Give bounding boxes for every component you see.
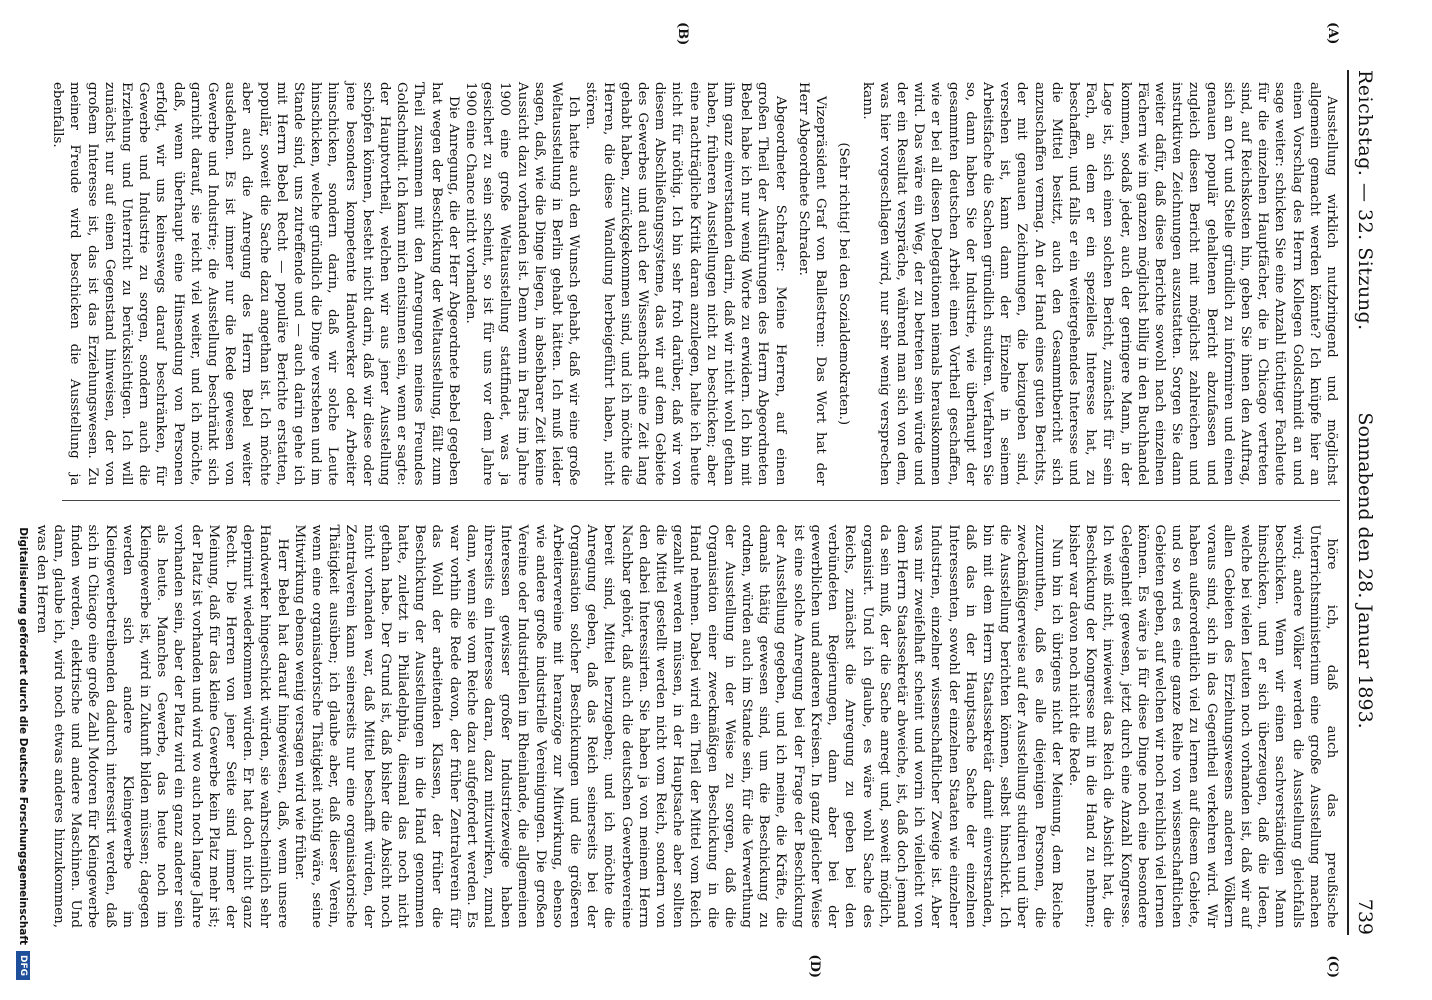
header-right — [1354, 412, 1376, 935]
paragraph: Die Anregung, die der Herr Abgeordnete Bebel gegeben hat wegen der Beschickung der Weltausstellung, fällt zum Theil zusammen mit den Anregungen meines Freundes Goldschmidt. Ich kann mich entsinnen sein, wenn er sagte: der Hauptvortheil, welchen wir aus jener Ausstellung schöpfen können, besteht nicht darin, daß wir diese oder jene besonders kompetente Handwerker oder Arbeiter hinschicken, sondern darin, daß wir solche Leute hinschicken, welche gründlich die Dinge verstehen und im Stande sind, uns zutreffende und — auch darin gehe ich mit Herrn Bebel Recht — populäre Berichte erstatten, populär, soweit die Sache dazu angethan ist. Ich möchte aber auch die Anregung des Herrn Bebel weiter ausdehnen. Es ist immer nur die Rede gewesen von Gewerbe und Industrie; die Ausstellung beschränkt sich garnicht darauf, sie reicht viel weiter, und ich möchte, daß, wenn überhaupt eine Hinsendung von Personen erfolgt, wir uns keineswegs darauf beschränken, für Gewerbe und Industrie zu sorgen, sondern auch die Erziehung und Unterricht zu berücksichtigen. Ich will zunächst nur auf einen Gegenstand hinweisen, der von großem Interesse ist, das ist das Erziehungswesen. Zu meiner Freude wird beschicken die Ausstellung ja ebenfalls. — [50, 82, 461, 486]
margin-marker-a: (A) — [1325, 22, 1340, 45]
column-left — [50, 58, 1340, 500]
paragraph: Nun bin ich übrigens nicht der Meinung, dem Reiche zuzumuthen, daß es alle diejenigen Personen, die zweckmäßigerweise auf der Ausstellung studiren und über die Ausstellung berichten können, selbst hinschickt. Ich bin mit dem Herrn Staatssekretär damit einverstanden, daß das in der Hauptsache Sache der einzelnen Interessenten, sowohl der einzelnen Staaten wie einzelner Industrien, einzelner wissenschaftlicher Zweige ist. Aber was mir zweifelhaft scheint und worin ich vielleicht von dem Herrn Staatssekretär abweiche, ist, daß doch jemand da sein muß, der die Sache anregt und, soweit möglich, organisirt. Und ich glaube, es wäre wohl Sache des Reichs, zunächst die Anregung zu geben bei den verbündeten Regierungen, dann aber bei der gewerblichen und anderen Kreisen. In ganz gleicher Weise ist eine solche Anregung bei der Frage der Beschickung der Ausstellung gegeben, und ich meine, die Kräfte, die damals thätig gewesen sind, um die Beschickung zu ordnen, würden auch im Stande sein, für die Verwerthung der Ausstellung in der Weise zu sorgen, daß die Organisation einer zweckmäßigen Beschickung in die Hand nehmen. Dabei wird ein Theil der Mittel vom Reich gezahlt werden müssen, in der Hauptsache aber sollten die Mittel gestellt werden nicht vom Reich, sondern von den dabei Interessirten. Sie haben ja von meinem Herrn Nachbar gehört, daß auch die deutschen Gewerbevereine bereit sind, Mittel herzugeben; und ich möchte die Anregung geben, daß das Reich seinerseits bei der Organisation solcher Beschickungen und die größeren Arbeitervereine mit heranzöge zur Mitwirkung, ebenso wie andere große industrielle Vereinigungen. Die großen Vereine oder Industriellen im Rheinlande, die allgemeinen Interessen gewisser großer Industriezweige haben ihrerseits ein Interesse daran, dazu mitzuwirken, zumal dann, wenn sie vom Reiche dazu aufgefordert werden. Es war vorhin die Rede davon, der früher Zentralverein für das Wohl der arbeitenden Klassen, der früher die Beschickung der Ausstellungen in die Hand genommen hatte, zuletzt in Philadelphia, diesmal das noch nicht gethan habe. Der Grund ist, daß bisher die Absicht noch nicht vorhanden war, daß Mittel beschafft würden, der Zentralverein kann seinerseits nur eine organisatorische Thätigkeit ausüben; ich glaube aber, daß dieser Verein, wenn eine organisatorische Thätigkeit nöthig wäre, seine Mitwirkung ebenso wenig versagen wird wie früher. — [291, 524, 1064, 928]
paragraph: höre ich, daß auch das preußische Unterrichtsministerium eine große Ausstellung machen wird; andere Völker werden die Ausstellung gleichfalls beschicken. Wenn wir einen sachverständigen Mann hinschicken, und er sich überzeugen, daß die Ideen, welche bei vielen Leuten noch vorhanden ist, daß wir auf allen Gebieten des Erziehungswesens anderen Völkern voraus sind, sich in das Gegentheil verkehren wird. Wir haben außerordentlich viel zu lernen auf diesem Gebiete, und so wird es eine ganze Reihe von wissenschaftlichen Gebieten geben, auf welchen wir noch reichlich viel lernen können. Es wäre ja für diese Dinge noch eine besondere Gelegenheit gewesen, jetzt durch eine Anzahl Kongresse. Ich weiß nicht, inwieweit das Reich die Absicht hat, die Beschickung der Kongresse mit in die Hand zu nehmen; bisher war davon noch nicht die Rede. — [1065, 524, 1339, 928]
header-date: Sonnabend den 28. Januar 1893. — [1354, 412, 1376, 729]
digitization-credit — [16, 460, 30, 1000]
text-columns — [33, 58, 1340, 942]
margin-marker-b: (B) — [675, 22, 690, 46]
paragraph: Herr Bebel hat darauf hingewiesen, daß, wenn unsere Handwerker hingeschickt würden, sie wahrscheinlich sehr deprimirt wiederkommen würden. Er hat doch nicht ganz Recht. Die Herren von jener Seite sind immer der Meinung, daß für das kleine Gewerbe kein Platz mehr ist; der Platz ist vorhanden und wird wo auch noch lange Jahre vorhanden sein, aber der Platz wird ein ganz anderer sein als heute. Manches Gewerbe, das heute noch im Kleingewerbe ist, wird in Zukunft bilden müssen; dagegen werden sich andere Kleingewerbe im Kleingewerbetreibenden dadurch interessirt werden, daß sich in Chicago eine große Zahl Motoren für Kleingewerbe finden werden, elektrische und andere Maschinen. Und dann, glaube ich, wird noch etwas anderes hinzukommen, was den Herren — [33, 524, 290, 928]
paragraph-speaker: Vizepräsident Graf von Ballestrem: Das Wort hat der Herr Abgeordnete Schrader. — [795, 82, 829, 486]
paragraph-speaker: Abgeordneter Schrader: Meine Herren, auf einen großen Theil der Ausführungen des Herrn Abgeordneten Bebel habe ich nur wenig Worte zu erwidern. Ich bin mit ihm ganz einverstanden darin, daß wir nicht wohl gethan haben, früheren Ausstellungen nicht zu beschicken; aber eine nachträgliche Kritik daran anzulegen, halte ich heute nicht für nöthig. Ich bin sehr froh darüber, daß wir von diesem Abschließungssysteme, das wir auf dem Gebiete des Gewerbes und auch der Wissenschaft eine Zeit lang gehabt haben, zurückgekommen sind, und ich möchte die Herren, die diese Wandlung herbeigeführt haben, nicht stören. — [583, 82, 788, 486]
page-header — [1347, 70, 1392, 935]
credit-text: Digitalisierung gefördert durch die Deutsche Forschungsgemeinschaft — [17, 527, 29, 945]
applause-note: (Sehr richtig! bei den Sozialdemokraten.) — [836, 142, 852, 426]
dfg-logo: DFG — [16, 951, 30, 980]
margin-marker-d: (D) — [807, 954, 822, 978]
paragraph: Ausstellung wirklich nutzbringend und möglichst allgemein gemacht werden könnte? Ich knüpfe hier an einen Vorschlag des Herrn Kollegen Goldschmidt an und sage weiter: schicken Sie eine Anzahl tüchtiger Fachleute für die einzelnen Hauptfächer, die in Chicago vertreten sind, auf Reichskosten hin, geben Sie ihnen den Auftrag, sich an Ort und Stelle gründlich zu informiren und einen genauen populär gehaltenen Bericht abzufassen und zugleich diesen Bericht mit möglichst zahlreichen und instruktiven Zeichnungen auszustatten. Sorgen Sie dann weiter dafür, daß diese Berichte sowohl nach einzelnen Fächern wie im ganzen möglichst billig in den Buchhandel kommen, sodaß jeder, auch der geringere Mann, in der Lage ist, sich einen solchen Bericht, zunächst für sein Fach, an dem er ein spezielles Interesse hat, zu beschaffen, und falls er ein weitergehendes Interesse und die Mittel besitzt, auch den Gesammtbericht sich anzuschaffen vermag. An der Hand eines guten Berichts, der mit genauen Zeichnungen, die beizugeben sind, versehen ist, kann dann der Einzelne in seinem Arbeitsfache die Sachen gründlich studiren. Verfahren Sie so, dann haben Sie der Industrie, wie überhaupt der gesammten deutschen Arbeit einen Vortheil geschaffen, wie er bei all diesen Delegationen niemals herauskommen wird. Das wäre ein Weg, der zu betreten sein würde und der ein Resultat verspräche, während man sich von dem, was hier vorgeschlagen wird, nur sehr wenig versprechen kann. — [859, 82, 1339, 486]
paragraph: Ich hatte auch den Wunsch gehabt, daß wir eine große Weltausstellung in Berlin gehabt hätten. Ich muß leider sagen, daß, wie die Dinge liegen, in absehbarer Zeit keine Aussicht dazu vorhanden ist. Denn wenn in Paris im Jahre 1900 eine große Weltausstellung stattfindet, was ja gesichert zu sein scheint, so ist für uns vor dem Jahre 1900 eine Chance nicht vorhanden. — [463, 82, 582, 486]
margin-marker-c: (C) — [1325, 955, 1340, 978]
header-session: Reichstag. — 32. Sitzung. — [1354, 70, 1376, 331]
page-number: 739 — [1354, 898, 1376, 935]
column-right — [33, 500, 1340, 943]
